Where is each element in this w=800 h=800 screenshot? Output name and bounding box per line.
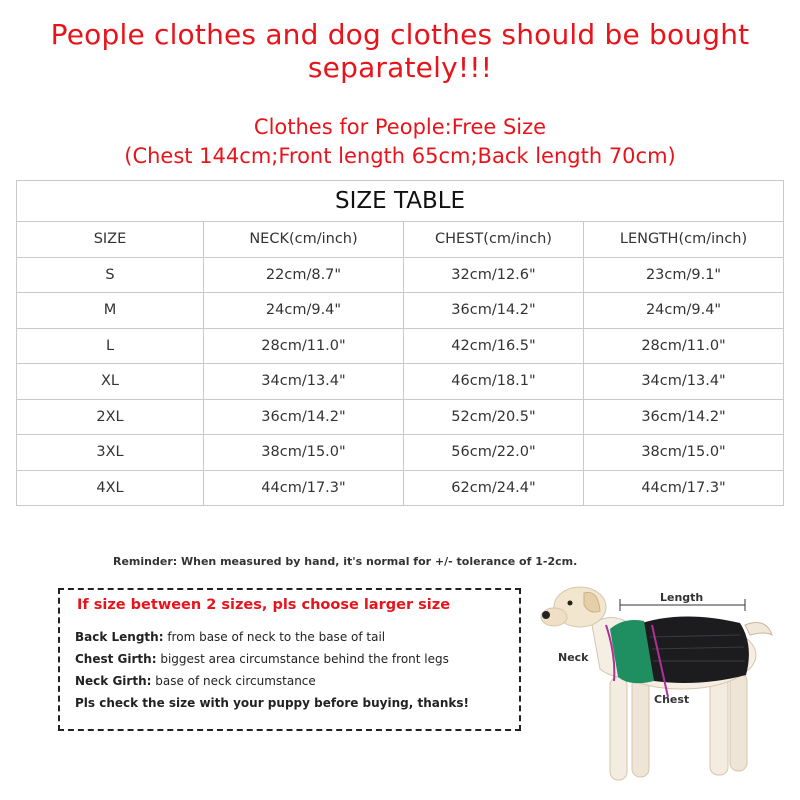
neck-girth-desc: base of neck circumstance xyxy=(151,674,316,688)
chest-cell: 36cm/14.2" xyxy=(404,293,584,329)
neck-cell: 38cm/15.0" xyxy=(204,435,404,471)
length-cell: 24cm/9.4" xyxy=(584,293,784,329)
neck-cell: 24cm/9.4" xyxy=(204,293,404,329)
length-cell: 44cm/17.3" xyxy=(584,470,784,506)
neck-cell: 36cm/14.2" xyxy=(204,399,404,435)
neck-cell: 28cm/11.0" xyxy=(204,328,404,364)
length-cell: 36cm/14.2" xyxy=(584,399,784,435)
chest-girth-desc: biggest area circumstance behind the front legs xyxy=(156,652,449,666)
chest-girth-note xyxy=(75,652,449,666)
size-cell: S xyxy=(17,257,204,293)
headline-line-2: separately!!! xyxy=(307,51,493,84)
back-length-desc: from base of neck to the base of tail xyxy=(163,630,386,644)
size-cell: 4XL xyxy=(17,470,204,506)
table-row xyxy=(17,257,784,293)
chest-cell: 62cm/24.4" xyxy=(404,470,584,506)
size-cell: M xyxy=(17,293,204,329)
length-cell: 38cm/15.0" xyxy=(584,435,784,471)
back-length-term: Back Length: xyxy=(75,630,164,644)
size-cell: 3XL xyxy=(17,435,204,471)
size-table-header-row xyxy=(17,222,784,258)
size-cell: L xyxy=(17,328,204,364)
size-advice: If size between 2 sizes, pls choose larger size xyxy=(77,597,451,613)
size-table xyxy=(16,180,784,506)
chest-cell: 56cm/22.0" xyxy=(404,435,584,471)
header-neck: NECK(cm/inch) xyxy=(204,222,404,258)
neck-label: Neck xyxy=(558,651,589,664)
length-cell: 28cm/11.0" xyxy=(584,328,784,364)
measurement-reminder: Reminder: When measured by hand, it's normal for +/- tolerance of 1-2cm. xyxy=(113,555,578,568)
length-cell: 34cm/13.4" xyxy=(584,364,784,400)
header-size: SIZE xyxy=(17,222,204,258)
table-row xyxy=(17,399,784,435)
size-cell: XL xyxy=(17,364,204,400)
people-size-line-2: (Chest 144cm;Front length 65cm;Back length 70cm) xyxy=(124,144,676,168)
chest-label: Chest xyxy=(654,693,690,706)
chest-cell: 52cm/20.5" xyxy=(404,399,584,435)
neck-cell: 44cm/17.3" xyxy=(204,470,404,506)
table-row xyxy=(17,293,784,329)
people-size-info xyxy=(0,113,800,171)
table-row xyxy=(17,364,784,400)
neck-girth-note xyxy=(75,674,316,688)
people-size-line-1: Clothes for People:Free Size xyxy=(253,115,547,139)
size-table-title: SIZE TABLE xyxy=(17,181,784,222)
header-chest: CHEST(cm/inch) xyxy=(404,222,584,258)
length-cell: 23cm/9.1" xyxy=(584,257,784,293)
neck-cell: 34cm/13.4" xyxy=(204,364,404,400)
size-table-title-row xyxy=(17,181,784,222)
chest-girth-term: Chest Girth: xyxy=(75,652,157,666)
final-note: Pls check the size with your puppy before buying, thanks! xyxy=(75,696,470,710)
neck-cell: 22cm/8.7" xyxy=(204,257,404,293)
table-row xyxy=(17,435,784,471)
headline-line-1: People clothes and dog clothes should be bought xyxy=(50,18,750,51)
size-cell: 2XL xyxy=(17,399,204,435)
chest-cell: 46cm/18.1" xyxy=(404,364,584,400)
neck-girth-term: Neck Girth: xyxy=(75,674,152,688)
measuring-guide-box xyxy=(58,588,521,731)
length-label: Length xyxy=(660,591,704,604)
chest-cell: 42cm/16.5" xyxy=(404,328,584,364)
table-row xyxy=(17,328,784,364)
headline xyxy=(0,18,800,84)
dog-measurement-illustration xyxy=(540,565,790,795)
header-length: LENGTH(cm/inch) xyxy=(584,222,784,258)
chest-cell: 32cm/12.6" xyxy=(404,257,584,293)
back-length-note xyxy=(75,630,385,644)
table-row xyxy=(17,470,784,506)
